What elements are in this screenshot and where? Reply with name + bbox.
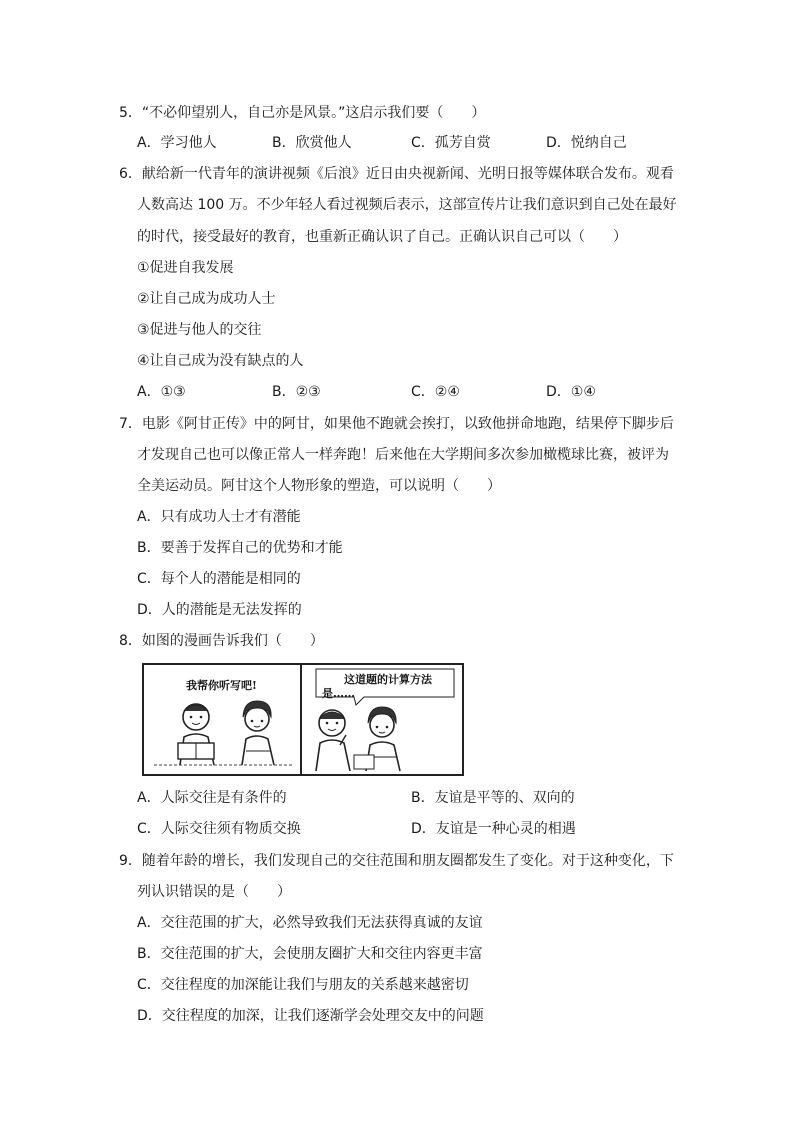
question-9-option-d: D．交往程度的加深，让我们逐渐学会处理交友中的问题 (137, 1008, 484, 1024)
question-6-stem-line-3: 的时代，接受最好的教育，也重新正确认识了自己。正确认识自己可以（ ） (137, 229, 627, 245)
question-6-option-c: C．②④ (411, 384, 460, 400)
comic-panel-left (144, 665, 302, 774)
comic-right-caption-line-2: 是…… (322, 687, 355, 700)
comic-left-caption: 我帮你听写吧! (186, 679, 257, 692)
question-7-option-d: D．人的潜能是无法发挥的 (137, 602, 302, 618)
question-6-option-b: B．②③ (272, 384, 321, 400)
question-9-option-b: B．交往范围的扩大，会使朋友圈扩大和交往内容更丰富 (137, 946, 483, 962)
question-6-statement-1: ①促进自我发展 (137, 260, 234, 276)
question-6-option-d: D．①④ (546, 384, 596, 400)
question-5-option-d: D．悦纳自己 (546, 135, 627, 151)
question-9-option-c: C．交往程度的加深能让我们与朋友的关系越来越密切 (137, 977, 469, 993)
question-7-option-c: C．每个人的潜能是相同的 (137, 571, 301, 587)
question-6-statement-4: ④让自己成为没有缺点的人 (137, 353, 304, 369)
comic-right-caption-line-1: 这道题的计算方法 (344, 673, 432, 686)
question-5-option-a: A．学习他人 (137, 135, 217, 151)
question-9-stem-line-2: 列认识错误的是（ ） (137, 884, 291, 900)
comic-left-drawing (144, 665, 302, 774)
comic-right-drawing (304, 665, 462, 774)
comic-panel-right (304, 665, 462, 774)
question-7-option-a: A．只有成功人士才有潜能 (137, 509, 301, 525)
question-9-option-a: A．交往范围的扩大，必然导致我们无法获得真诚的友谊 (137, 915, 483, 931)
question-8-option-d: D．友谊是一种心灵的相遇 (411, 821, 576, 837)
question-8-stem: 8．如图的漫画告诉我们（ ） (119, 633, 324, 649)
question-8-option-c: C．人际交往须有物质交换 (137, 821, 301, 837)
question-6-statement-2: ②让自己成为成功人士 (137, 291, 276, 307)
question-6-stem-line-2: 人数高达 100 万。不少年轻人看过视频后表示，这部宣传片让我们意识到自己处在最好 (137, 197, 677, 213)
comic-image (142, 663, 464, 776)
question-6-option-a: A．①③ (137, 384, 186, 400)
question-5-option-b: B．欣赏他人 (272, 135, 352, 151)
question-5-stem: 5．“不必仰望别人，自己亦是风景。”这启示我们要（ ） (119, 105, 486, 121)
question-8-option-a: A．人际交往是有条件的 (137, 790, 287, 806)
question-7-stem-line-2: 才发现自己也可以像正常人一样奔跑！后来他在大学期间多次参加橄榄球比赛，被评为 (137, 447, 669, 463)
question-6-stem-line-1: 6．献给新一代青年的演讲视频《后浪》近日由央视新闻、光明日报等媒体联合发布。观看 (119, 166, 674, 182)
question-7-option-b: B．要善于发挥自己的优势和才能 (137, 540, 343, 556)
question-7-stem-line-3: 全美运动员。阿甘这个人物形象的塑造，可以说明（ ） (137, 478, 501, 494)
question-6-statement-3: ③促进与他人的交往 (137, 322, 262, 338)
question-5-option-c: C．孤芳自赏 (411, 135, 491, 151)
question-7-stem-line-1: 7．电影《阿甘正传》中的阿甘，如果他不跑就会挨打，以致他拼命地跑，结果停下脚步后 (119, 416, 674, 432)
question-8-option-b: B．友谊是平等的、双向的 (411, 790, 575, 806)
question-9-stem-line-1: 9．随着年龄的增长，我们发现自己的交往范围和朋友圈都发生了变化。对于这种变化，下 (119, 853, 674, 869)
